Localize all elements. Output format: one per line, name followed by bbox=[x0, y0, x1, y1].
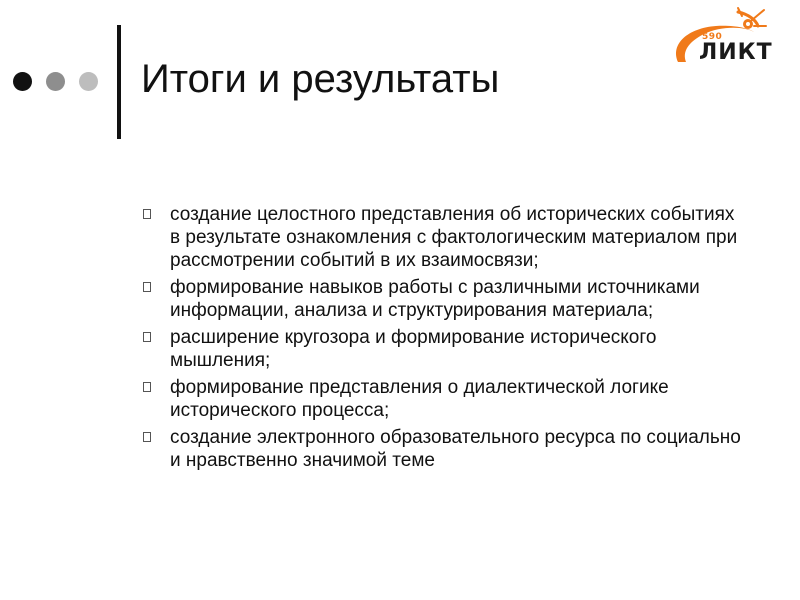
results-list bbox=[143, 203, 743, 476]
bullet-box-icon bbox=[143, 282, 151, 292]
bullet-text: формирование навыков работы с различными источниками информации, анализа и структурирования материала; bbox=[170, 277, 700, 321]
title-divider bbox=[117, 25, 121, 139]
bullet-box-icon bbox=[143, 209, 151, 219]
decor-dot-light-gray bbox=[79, 72, 98, 91]
list-item bbox=[143, 326, 743, 372]
decor-dot-gray bbox=[46, 72, 65, 91]
decor-dot-black bbox=[13, 72, 32, 91]
bullet-box-icon bbox=[143, 432, 151, 442]
bullet-text: расширение кругозора и формирование исторического мышления; bbox=[170, 327, 657, 371]
likt-logo bbox=[668, 4, 778, 70]
slide-title: Итоги и результаты bbox=[141, 57, 500, 101]
bullet-text: создание целостного представления об исторических событиях в результате ознакомления с фактологическим материалом при рассмотрении событий в их взаимосвязи; bbox=[170, 204, 738, 271]
logo-text: ЛИКТ bbox=[699, 40, 773, 65]
bullet-box-icon bbox=[143, 382, 151, 392]
list-item bbox=[143, 276, 743, 322]
list-item bbox=[143, 426, 743, 472]
list-item bbox=[143, 203, 743, 272]
bullet-box-icon bbox=[143, 332, 151, 342]
bullet-text: формирование представления о диалектической логике исторического процесса; bbox=[170, 377, 669, 421]
list-item bbox=[143, 376, 743, 422]
logo-number: 590 bbox=[702, 32, 723, 42]
bullet-text: создание электронного образовательного ресурса по социально и нравственно значимой теме bbox=[170, 427, 741, 471]
decor-dots bbox=[13, 72, 98, 91]
